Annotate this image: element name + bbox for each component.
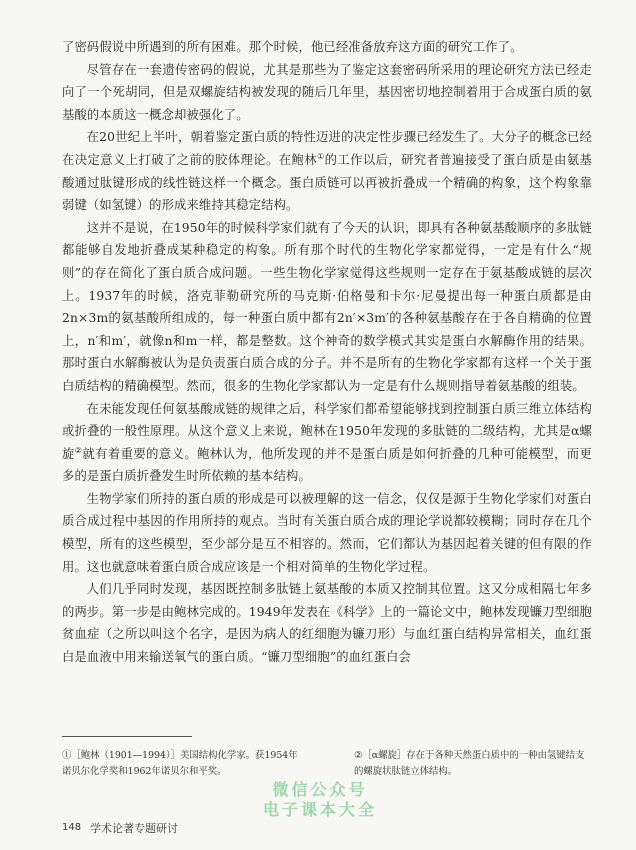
watermark-line-2: 电子课本大全: [262, 800, 377, 819]
paragraph-6: 生物学家们所持的蛋白质的形成是可以被理解的这一信念，仅仅是源于生物化学家们对蛋白质合成过程中基因的作用所持的观点。当时有关蛋白质合成的理论学说都较模糊；同时存在几个模型，所有的这些模型，至少部分是互不相容的。然而，它们都认为基因起着关键的但有限的作用。这也就意味着蛋白质合成应该是一个相对简单的生物化学过程。: [62, 491, 592, 574]
paragraph-5: [62, 398, 592, 488]
page-number: 148: [62, 822, 82, 833]
paragraph-3-part-b: 的工作以后，研究者普遍接受了蛋白质是由氨基酸通过肽键形成的线性链这样一个概念。蛋白质链可以再被折叠成一个精确的构象，这个构象靠弱键（如氢键）的形成来维持其稳定结构。: [62, 152, 592, 213]
paragraph-3: [62, 126, 592, 216]
footnote-divider: [62, 736, 192, 737]
watermark-line-1: 微信公众号: [272, 780, 368, 799]
paragraph-3-part-a: 在20世纪上半叶，朝着鉴定蛋白质的特性迈进的决定性步骤已经发生了。大分子的概念已经在决定意义上打破了之前的胶体理论。在鲍林: [62, 130, 592, 167]
page-footer: [0, 812, 636, 848]
paragraph-1: 了密码假说中所遇到的所有困难。那个时候，他已经准备放弃这方面的研究工作了。: [62, 40, 523, 54]
footnote-1: ①［鲍林（1901—1994）］美国结构化学家。获1954年诺贝尔化学奖和1962年诺贝尔和平奖。: [62, 750, 298, 777]
paragraph-5-part-b: 就有着重要的意义。鲍林认为，他所发现的并不是蛋白质是如何折叠的几种可能模型，而更多的是蛋白质折叠发生时所依赖的基本结构。: [62, 446, 592, 484]
paragraph-7: 人们几乎同时发现，基因既控制多肽链上氨基酸的本质又控制其位置。这又分成相隔七年多的两步。第一步是由鲍林完成的。1949年发表在《科学》上的一篇论文中，鲍林发现镰刀型细胞贫血症（之所以叫这个名字，是因为病人的红细胞为镰刀形）与血红蛋白结构异常相关，血红蛋白是血液中用来输送氧气的蛋白质。“镰刀型细胞”的血红蛋白会: [62, 582, 592, 665]
footnotes: [62, 748, 592, 779]
section-name: 学术论著专题研讨: [90, 822, 178, 835]
paragraph-2: 尽管存在一套遗传密码的假说，尤其是那些为了鉴定这套密码所采用的理论研究方法已经走向了一个死胡同，但是双螺旋结构被发现的随后几年里，基因密切地控制着用于合成蛋白质的氨基酸的本质这一概念却被强化了。: [62, 62, 592, 122]
footnote-ref-1[interactable]: ①: [316, 151, 325, 161]
footnote-2: ②［α螺旋］存在于各种天然蛋白质中的一种由氢键结支的螺旋状肽链立体结构。: [354, 750, 585, 777]
paragraph-5-part-a: 在未能发现任何氨基酸成链的规律之后，科学家们都希望能够找到控制蛋白质三维立体结构或折叠的一般性原理。从这个意义上来说，鲍林在1950年发现的多肽链的二级结构，尤其是α螺旋: [62, 401, 592, 461]
footnote-ref-2[interactable]: ②: [74, 445, 83, 455]
paragraph-4: 这并不是说，在1950年的时候科学家们就有了今天的认识，即具有各种氨基酸顺序的多肽链都能够自发地折叠成某种稳定的构象。所有那个时代的生物化学家都觉得，一定是有什么“规则”的存在简化了蛋白质合成问题。一些生物化学家觉得这些规则一定存在于氨基酸成链的层次上。1937年的时候，洛克菲勒研究所的马克斯·伯格曼和卡尔·尼曼提出每一种蛋白质都是由2n×3m的氨基酸所组成的，每一种蛋白质中都有2n′×3m′的各种氨基酸存在于各自精确的位置上，n′和m′，就像n和m一样，都是整数。这个神奇的数学模式其实是蛋白水解酶作用的结果。那时蛋白水解酶被认为是负责蛋白质合成的分子。并不是所有的生物化学家都有这样一个关于蛋白质结构的精确模型。然而，很多的生物化学家都认为一定是有什么规则指导着氨基酸的组装。: [62, 220, 592, 393]
main-text: [62, 36, 592, 669]
